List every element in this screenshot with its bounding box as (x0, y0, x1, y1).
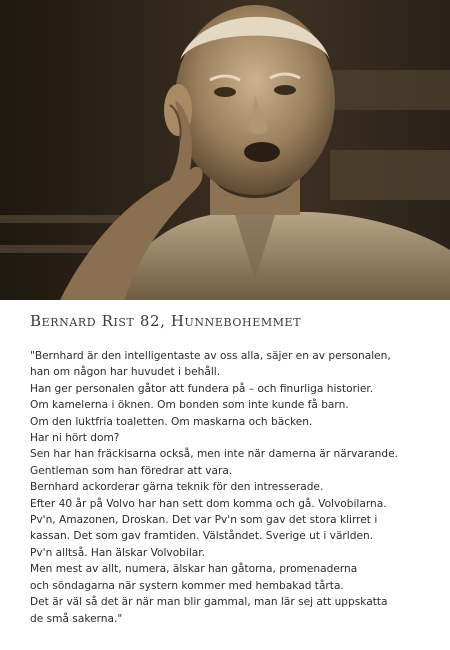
quote-line: Gentleman som han föredrar att vara. (30, 464, 233, 477)
quote-line: Pv'n, Amazonen, Droskan. Det var Pv'n som gav det stora klirret i (30, 514, 378, 527)
quote-line: Sen har han fräckisarna också, men inte när damerna är närvarande. (30, 448, 399, 461)
quote-line: och söndagarna när systern kommer med hembakad tårta. (30, 579, 344, 592)
quote-line: Han ger personalen gåtor att fundera på – och finurliga historier. (30, 382, 374, 395)
quote-line: Men mest av allt, numera, älskar han gåtorna, promenaderna (30, 563, 358, 576)
quote-line: "Bernhard är den intelligentaste av oss alla, säjer en av personalen, (30, 350, 391, 362)
quote-line: han om någon har huvudet i behåll. (30, 366, 221, 379)
quote-line: Efter 40 år på Volvo har han sett dom komma och gå. Volvobilarna. (30, 497, 387, 510)
quote-line: Bernhard ackorderar gärna teknik för den intresserade. (30, 481, 324, 494)
article-heading: Bernard Rist 82, Hunnebohemmet (30, 312, 302, 330)
quote-line: Har ni hört dom? (30, 432, 120, 445)
quote-line: Pv'n alltså. Han älskar Volvobilar. (30, 546, 206, 559)
quote-line: Om kamelerna i öknen. Om bonden som inte kunde få barn. (30, 399, 349, 412)
quote-line: Det är väl så det är när man blir gammal, man lär sej att uppskatta (30, 596, 388, 609)
quote-body (30, 348, 435, 627)
quote-line: Om den luktfria toaletten. Om maskarna och bäcken. (30, 415, 313, 428)
elderly-man-portrait-image (0, 0, 450, 300)
portrait-photo (0, 0, 450, 300)
quote-line: kassan. Det som gav framtiden. Välståndet. Sverige ut i världen. (30, 530, 374, 543)
quote-line: de små sakerna." (30, 612, 123, 625)
